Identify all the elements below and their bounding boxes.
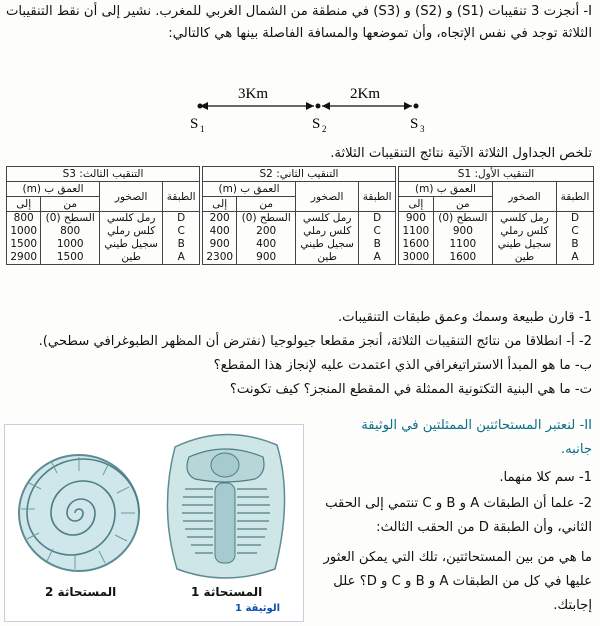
intro-line-2: الثلاثة توجد في نفس الإتجاه، وأن تموضعها والمسافة الفاصلة بينها هي كالتالي: [168, 26, 592, 41]
from-cell: السطح (0) 900 1100 1600 [433, 212, 492, 265]
col-from: من [237, 197, 296, 212]
site-label-s3: S [410, 116, 419, 132]
question-2c: ت- ما هي البنية التكتونية الممثلة في المقطع المنجز؟ كيف تكونت؟ [229, 382, 592, 397]
part-ii-q2b: الثاني، وأن الطبقة D من الحقب الثالث: [376, 520, 592, 535]
question-1: 1- قارن طبيعة وسمك وعمق طبقات التنقيبات. [337, 310, 592, 325]
question-2b: ب- ما هو المبدأ الاستراتيغرافي الذي اعتمدت عليه لإنجاز هذا المقطع؟ [213, 358, 592, 373]
to-cell: 200 400 900 2300 [203, 212, 237, 265]
distance-label-2: 2Km [350, 86, 380, 102]
part-ii-q3b: عليها في كل من الطبقات A و B و C و D؟ علل [333, 574, 592, 589]
document-label: الوثيقة 1 [235, 603, 281, 614]
from-cell: السطح (0) 200 400 900 [237, 212, 296, 265]
fossil-figure [4, 424, 304, 622]
table-title: التنقيب الأول: S1 [399, 167, 594, 182]
col-layer: الطبقة [359, 182, 396, 212]
layers-cell: D C B A [359, 212, 396, 265]
tables-intro: تلخص الجداول الثلاثة الآتية نتائج التنقيبات الثلاثة. [330, 146, 592, 161]
intro-line-1: I- أنجزت 3 تنقيبات (S1) و (S2) و (S3) في منطقة من الشمال الغربي للمغرب. نشير إلى أن نقط التنقيبات [5, 4, 592, 19]
question-2a: 2- أ- انطلاقا من نتائج التنقيبات الثلاثة، أنجز مقطعا جيولوجيا (نفترض أن المظهر الطبوغرافي سطحي). [38, 334, 592, 349]
trilobite-fossil-icon [155, 429, 295, 583]
col-depth: العمق ب (m) [203, 182, 296, 197]
site-label-s3-sub: 3 [420, 124, 425, 134]
col-from: من [41, 197, 100, 212]
col-to: إلى [399, 197, 434, 212]
col-depth: العمق ب (m) [399, 182, 493, 197]
table-title: التنقيب الثاني: S2 [203, 167, 396, 182]
table-title: التنقيب الثالث: S3 [7, 167, 200, 182]
col-rock: الصخور [100, 182, 163, 212]
table-s1 [398, 166, 594, 265]
col-to: إلى [7, 197, 41, 212]
ammonite-fossil-icon [13, 447, 145, 575]
col-layer: الطبقة [163, 182, 200, 212]
rocks-cell: رمل كلسي كلس رملي سجيل طيني طين [492, 212, 556, 265]
col-depth: العمق ب (m) [7, 182, 100, 197]
col-to: إلى [203, 197, 237, 212]
table-s2 [202, 166, 396, 265]
site-label-s2-sub: 2 [322, 124, 327, 134]
distance-diagram [180, 82, 440, 138]
to-cell: 900 1100 1600 3000 [399, 212, 434, 265]
part-ii-q3a: ما هي من بين المستحاثتين، تلك التي يمكن العثور [323, 550, 592, 565]
layers-cell: D C B A [556, 212, 593, 265]
part-ii-line-2: جانبه. [560, 442, 592, 457]
table-s3 [6, 166, 200, 265]
site-label-s2: S [312, 116, 321, 132]
site-label-s1-sub: 1 [200, 124, 205, 134]
part-ii-line-1: II- لنعتبر المستحاثتين الممثلتين في الوثيقة [361, 418, 592, 433]
col-rock: الصخور [296, 182, 359, 212]
rocks-cell: رمل كلسي كلس رملي سجيل طيني طين [296, 212, 359, 265]
layers-cell: D C B A [163, 212, 200, 265]
part-ii-q1: 1- سم كلا منهما. [499, 470, 592, 485]
col-rock: الصخور [492, 182, 556, 212]
part-ii-q3c: إجابتك. [553, 598, 592, 613]
col-layer: الطبقة [556, 182, 593, 212]
part-ii-q2a: 2- علما أن الطبقات A و B و C تنتمي إلى الحقب [325, 496, 592, 511]
col-from: من [433, 197, 492, 212]
distance-label-1: 3Km [238, 86, 268, 102]
from-cell: السطح (0) 800 1000 1500 [41, 212, 100, 265]
site-label-s1: S [190, 116, 199, 132]
fossil-1-caption: المستحاثة 1 [191, 585, 263, 599]
rocks-cell: رمل كلسي كلس رملي سجيل طيني طين [100, 212, 163, 265]
to-cell: 800 1000 1500 2900 [7, 212, 41, 265]
fossil-2-caption: المستحاثة 2 [45, 585, 117, 599]
